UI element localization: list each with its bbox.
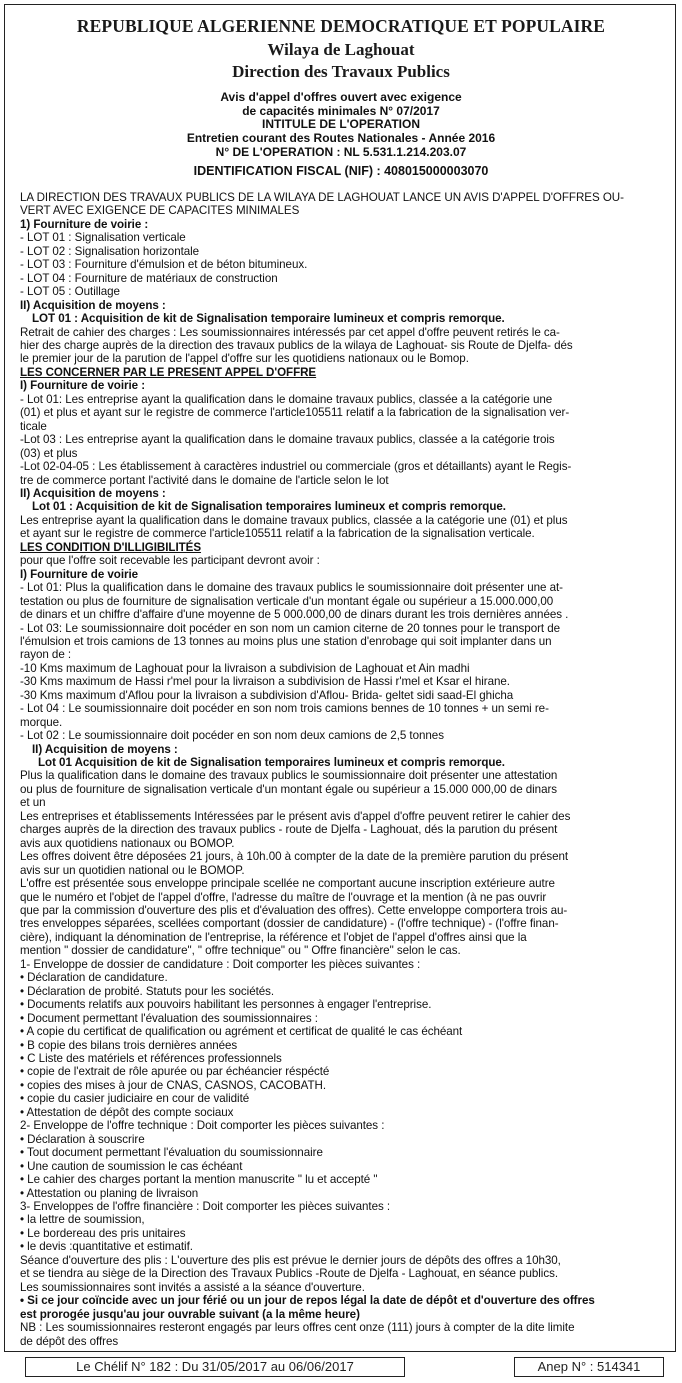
notice-title-line2: de capacités minimales N° 07/2017 [242,103,440,118]
body-line: charges auprès de la direction des travaux publics - route de Djelfa - Laghouat, dés la parution du présent [20,823,558,837]
body-line: - Lot 01: Les entreprise ayant la qualification dans le domaine travaux publics, classée a la catégorie une [20,392,553,406]
body-line: II) Acquisition de moyens : [32,742,178,756]
body-line: avis sur un quotidien national ou le BOMOP. [20,863,245,877]
body-line: • Déclaration à souscrire [20,1132,145,1146]
body-line: - LOT 01 : Signalisation verticale [20,231,186,245]
operation-name: Entretien courant des Routes Nationales - Année 2016 [186,131,496,146]
body-line: LES CONDITION D'ILLIGIBILITÉS [20,540,202,554]
intitule-label: INTITULE DE L'OPERATION [262,117,420,132]
wilaya-heading: Wilaya de Laghouat [267,40,415,59]
body-line: • Document permettant l'évaluation des soumissionnaires : [20,1011,318,1025]
body-line: • Tout document permettant l'évaluation du soumissionnaire [20,1146,323,1160]
body-line: tre de commerce portant l'activité dans le domaine de l'article selon le lot [20,473,389,487]
notice-meta [0,91,682,178]
body-line: l'émulsion et trois camions de 13 tonnes au moins plus une station d'enrobage qui soit implanter dans un [20,634,552,648]
anep-number: Anep N° : 514341 [514,1357,664,1377]
body-line: (03) et plus [20,446,78,460]
body-line: • Une caution de soumission le cas échéant [20,1159,243,1173]
notice-body [20,191,660,1348]
body-line: • A copie du certificat de qualification ou agrément et certificat de qualité le cas échéant [20,1025,463,1039]
body-line: hier des charge auprès de la direction des travaux publics de la wilaya de Laghouat- sis Route de Djelfa- dés [20,338,573,352]
body-line: Les soumissionnaires sont invités a assisté a la séance d'ouverture. [20,1280,365,1294]
operation-number: N° DE L'OPERATION : NL 5.531.1.214.203.07 [215,144,467,159]
body-line: est prorogée jusqu'au jour ouvrable suivant (a la même heure) [20,1307,360,1321]
body-line: Les offres doivent être déposées 21 jours, à 10h.00 à compter de la date de la première parution du présent [20,850,569,864]
publication-reference: Le Chélif N° 182 : Du 31/05/2017 au 06/06/2017 [25,1357,405,1377]
body-line: Lot 01 : Acquisition de kit de Signalisation temporaires lumineux et compris remorque. [32,500,506,514]
body-line: • Déclaration de candidature. [20,971,168,985]
body-line: (01) et plus et ayant sur le registre de commerce l'article105511 relatif a la fabrication de la signalisation ver- [20,406,570,420]
body-line: 1- Enveloppe de dossier de candidature : Doit comporter les pièces suivantes : [20,957,421,971]
body-line: de dépôt des offres [20,1334,119,1348]
nif-number: IDENTIFICATION FISCAL (NIF) : 408015000003070 [193,163,489,178]
body-line: - LOT 02 : Signalisation horizontale [20,244,200,258]
body-line: et se tiendra au siège de la Direction des Travaux Publics -Route de Djelfa - Laghouat, en séance publics. [20,1267,558,1281]
body-line: - Lot 03: Le soumissionnaire doit pocéder en son nom un camion citerne de 20 tonnes pour le transport de [20,621,561,635]
body-line: L'offre est présentée sous enveloppe principale scellée ne comportant aucune inscription extérieure autre [20,877,555,891]
body-line: le premier jour de la parution de l'appel d'offre sur les quotidiens nationaux ou le Bomop. [20,352,469,366]
body-line: ou plus de fourniture de signalisation verticale d'un montant égale ou supérieur a 15.000 000,00 de dinars [20,782,558,796]
body-line: mention " dossier de candidature", " offre technique" ou " Offre financière" selon le cas. [20,944,461,958]
body-line: morque. [20,715,63,729]
body-line: • B copie des bilans trois dernières années [20,1038,238,1052]
body-line: • copies des mises à jour de CNAS, CASNOS, CACOBATH. [20,1078,326,1092]
body-line: LES CONCERNER PAR LE PRESENT APPEL D'OFFRE [20,365,317,379]
body-line: que par la commission d'ouverture des plis et d'évaluation des offres). Cette enveloppe comportera trois au- [20,904,568,918]
body-line: pour que l'offre soit recevable les participant devront avoir : [20,554,320,568]
body-line: II) Acquisition de moyens : [20,486,166,500]
body-line: • copie de l'extrait de rôle apurée ou par échéancier réspécté [20,1065,330,1079]
body-line: • Documents relatifs aux pouvoirs habilitant les personnes à engager l'entreprise. [20,998,432,1012]
body-line: -Lot 03 : Les entreprise ayant la qualification dans le domaine travaux publics, classée a la catégorie trois [20,433,555,447]
body-line: • Attestation de dépôt des compte sociaux [20,1105,234,1119]
body-line: - LOT 05 : Outillage [20,285,120,299]
body-line: - Lot 04 : Le soumissionnaire doit pocéder en son nom trois camions bennes de 10 tonnes + un semi re- [20,702,549,716]
body-line: rayon de : [20,648,72,662]
body-line: • la lettre de soumission, [20,1213,145,1227]
body-line: NB : Les soumissionnaires resteront engagés par leurs offres cent onze (111) jours à compter de la dite limite [20,1321,575,1335]
body-line: • le devis :quantitative et estimatif. [20,1240,193,1254]
body-line: -Lot 02-04-05 : Les établissement à caractères industriel ou commerciale (gros et détaillants) ayant le Regis- [20,460,572,474]
body-line: • Le cahier des charges portant la mention manuscrite " lu et accepté " [20,1173,378,1187]
body-line: que le numéro et l'objet de l'appel d'offre, l'adresse du maître de l'ouvrage et la mention (à ne pas ouvrir [20,890,547,904]
body-line: 1) Fourniture de voirie : [20,217,149,231]
body-line: I) Fourniture de voirie [20,567,139,581]
body-line: - LOT 03 : Fourniture d'émulsion et de béton bitumineux. [20,258,308,272]
body-line: VERT AVEC EXIGENCE DE CAPACITES MINIMALES [20,204,300,218]
body-line: 2- Enveloppe de l'offre technique : Doit comporter les pièces suivantes : [20,1119,385,1133]
body-line: • Si ce jour coïncide avec un jour férié ou un jour de repos légal la date de dépôt et d'ouverture des offres [20,1294,595,1308]
body-line: de dinars et un chiffre d'affaire d'une moyenne de 5 000.000,00 de dinars durant les trois dernières années . [20,608,569,622]
body-line: • C Liste des matériels et références professionnels [20,1052,282,1065]
body-line: tres enveloppes séparées, scellées comportant (dossier de candidature) - (l'offre technique) - (l'offre finan- [20,917,559,931]
body-line: • copie du casier judiciaire en cour de validité [20,1092,250,1106]
body-line: Retrait de cahier des charges : Les soumissionnaires intéressés par cet appel d'offre peuvent retirés le ca- [20,325,560,339]
body-line: -30 Kms maximum de Hassi r'mel pour la livraison a subdivision de Hassi r'mel et Ksar el hirane. [20,675,510,689]
body-line: testation ou plus de fourniture de signalisation verticale d'un montant égale ou supérieur a 15.000.000,00 [20,594,554,608]
body-line: • Déclaration de probité. Statuts pour les sociétés. [20,984,275,998]
body-line: cière), indiquant la dénomination de l'entreprise, la référence et l'objet de l'appel d'offres ainsi que la [20,930,527,944]
body-line: - Lot 01: Plus la qualification dans le domaine des travaux publics le soumissionnaire doit présenter une at- [20,581,563,595]
body-line: -30 Kms maximum d'Aflou pour la livraison a subdivision d'Aflou- Brida- geltet sidi saad-El ghicha [20,688,514,702]
republic-heading: REPUBLIQUE ALGERIENNE DEMOCRATIQUE ET POPULAIRE [76,16,606,36]
body-line: • Attestation ou planing de livraison [20,1186,199,1200]
body-line: et un [20,796,46,810]
body-line: -10 Kms maximum de Laghouat pour la livraison a subdivision de Laghouat et Ain madhi [20,661,470,675]
body-line: - LOT 04 : Fourniture de matériaux de construction [20,271,278,285]
body-line: Séance d'ouverture des plis : L'ouverture des plis est prévue le dernier jours de dépôts des offres a 10h30, [20,1253,561,1267]
body-line: Plus la qualification dans le domaine des travaux publics le soumissionnaire doit présenter une attestation [20,769,558,783]
body-line: II) Acquisition de moyens : [20,298,166,312]
body-line: LA DIRECTION DES TRAVAUX PUBLICS DE LA WILAYA DE LAGHOUAT LANCE UN AVIS D'APPEL D'OFFRES OU- [20,191,624,204]
body-line: Les entreprises et établissements Intéressées par le présent avis d'appel d'offre peuvent retirer le cahier des [20,809,571,823]
notice-title-line1: Avis d'appel d'offres ouvert avec exigence [220,90,462,104]
body-line: • Le bordereau des pris unitaires [20,1226,186,1240]
body-line: ticale [20,419,47,433]
body-line: Lot 01 Acquisition de kit de Signalisation temporaires lumineux et compris remorque. [38,756,505,770]
body-line: 3- Enveloppes de l'offre financière : Doit comporter les pièces suivantes : [20,1199,391,1213]
body-line: et ayant sur le registre de commerce l'article105511 relatif a la fabrication de la signalisation verticale. [20,527,535,541]
body-line: avis aux quotidiens nationaux ou BOMOP. [20,836,235,850]
direction-heading: Direction des Travaux Publics [232,62,450,81]
body-line: LOT 01 : Acquisition de kit de Signalisation temporaire lumineux et compris remorque. [32,312,505,326]
body-line: - Lot 02 : Le soumissionnaire doit pocéder en son nom deux camions de 2,5 tonnes [20,729,444,743]
body-line: Les entreprise ayant la qualification dans le domaine travaux publics, classée a la catégorie une (01) et plus [20,513,568,527]
body-line: I) Fourniture de voirie : [20,379,146,393]
